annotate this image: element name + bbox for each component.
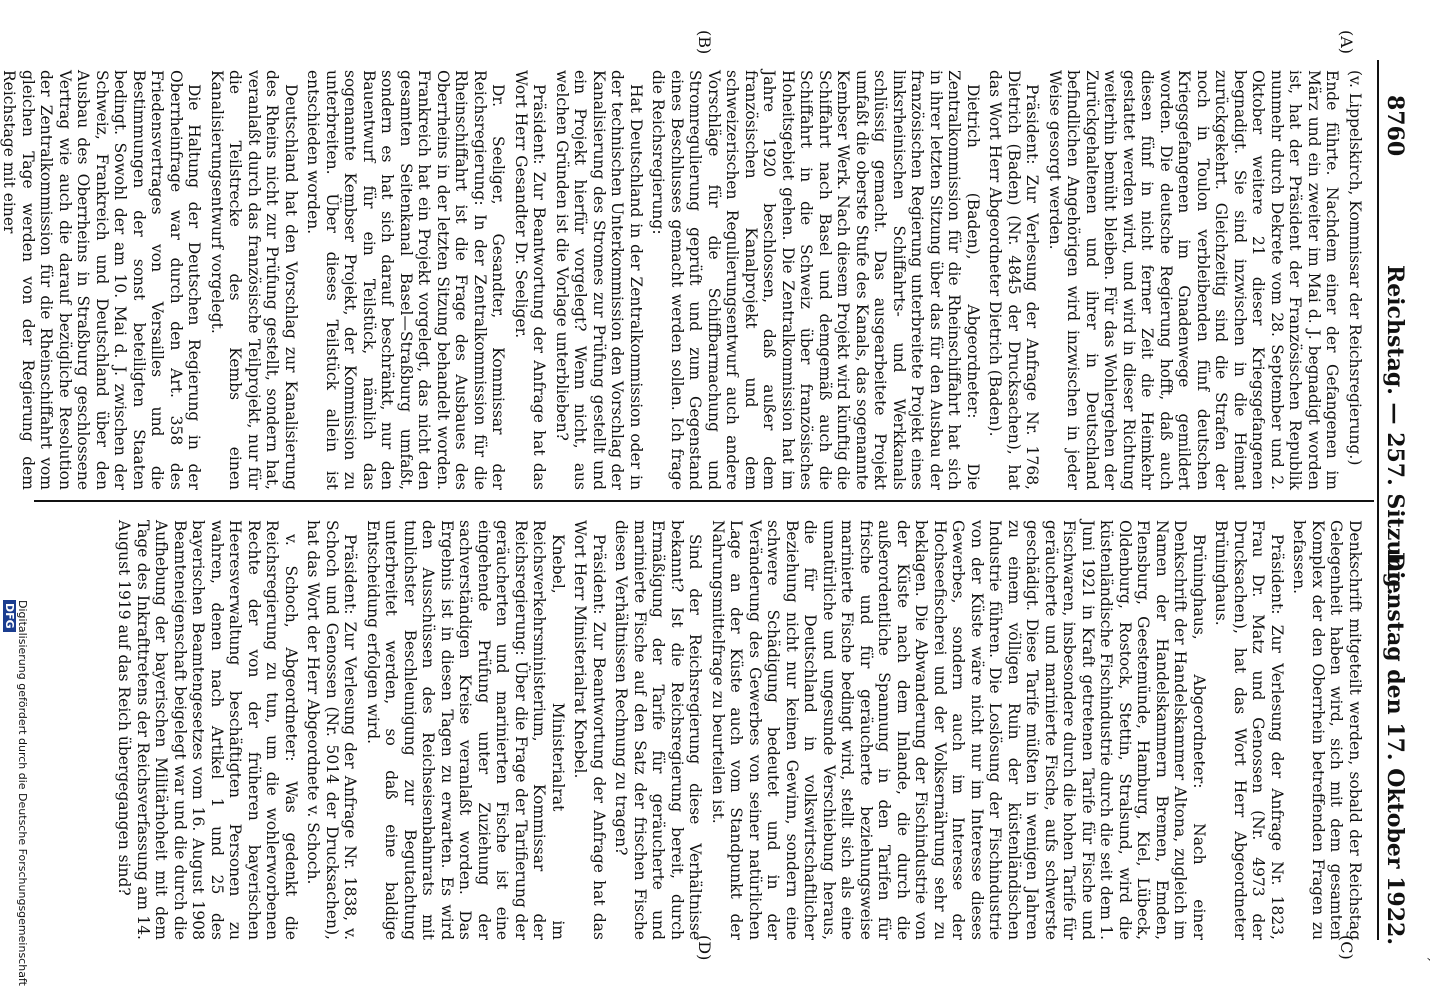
digitization-footer [3,600,29,990]
right-column [111,520,1364,940]
paragraph: Hat Deutschland in der Zentralkommission oder in der technischen Unterkommission den Vorschlag der Kanalisierung des Stromes zur Prüfung gestellt und ein Projekt hierfür vorgelegt? Wenn nicht, aus welchen Gründen ist die Vorlage unterblieben? [553,70,645,490]
margin-marker-b: (B) [695,30,714,55]
digitization-note: Digitalisierung gefördert durch die Deutsche Forschungsgemeinschaft [16,600,29,986]
paragraph: Sind der Reichsregierung diese Verhältnisse bekannt? Ist die Reichsregierung bereit, durch Ermäßigung der Tarife für geräucherte und marinierte Fische auf den Satz der frischen Fische diesen Verhältnissen Rechnung zu tragen? [612,520,705,940]
left-column [0,70,1364,490]
column-divider [34,500,1374,502]
paragraph: Deutschland hat den Vorschlag zur Kanalisierung des Rheins nicht zur Prüfung gestellt, sondern hat, veranlaßt durch das französische Teilprojekt, nur für die Teilstrecke des Kembs einen Kanalisierungsentwurf vorgelegt. [208,70,300,490]
paragraph: Präsident: Zur Beantwortung der Anfrage hat das Wort Herr Gesandter Dr. Seeliger. [512,70,549,490]
margin-marker-c: (C) [1337,935,1356,960]
paragraph: Knebel, Ministerialrat im Reichsverkehrsministerium, Kommissar der Reichsregierung: Über die Frage der Tarifierung der geräucherten und marinierten Fische ist eine eingehende Prüfung unter Zuziehung der sachverständigen Kreise veranlaßt worden. Das Ergebnis ist in diesen Tagen zu erwarten. Es wird den Ausschüssen des Reichseisenbahnrats mit tunlichster Beschleunigung zur Begutachtung unterbreitet werden, so daß eine baldige Entscheidung erfolgen wird. [364,520,567,940]
corner-mark: ´ [1415,955,1431,962]
dfg-logo: DFG [3,600,16,632]
paragraph: Ende führte. Nachdem einer der Gefangenen im März und ein zweiter im Mai d. J. begnadigt worden ist, hat der Präsident der Französischen Republik nunmehr durch Dekrete vom 28. September und 2. Oktober weitere 21 dieser Kriegsgefangenen begnadigt. Sie sind inzwischen in die Heimat zurückgekehrt. Gleichzeitig sind die Strafen der noch in Toulon verbleibenden fünf deutschen Kriegsgefangenen im Gnadenwege gemildert worden. Die deutsche Regierung hofft, daß auch diesen fünf in nicht ferner Zeit die Heimkehr gestattet werden wird, und wird in dieser Richtung weiterhin bemüht bleiben. Für das Wohlergehen der Zurückgehaltenen und ihrer in Deutschland befindlichen Angehörigen wird inzwischen in jeder Weise gesorgt werden. [1046,70,1342,490]
paragraph: Brüninghaus, Abgeordneter: Nach einer Denkschrift der Handelskammer Altona, zugleich im Namen der Handelskammern Bremen, Emden, Flensburg, Geestemünde, Hamburg, Kiel, Lübeck, Oldenburg, Rostock, Stettin, Stralsund, wird die küstenländische Fischindustrie durch die seit dem 1. Juni 1921 in Kraft getretenen Tarife für Fische und Fischwaren, insbesondere durch die hohen Tarife für geräucherte und marinierte Fische, aufs schwerste geschädigt. Diese Tarife müßten in wenigen Jahren zu einem völligen Ruin der küstenländischen Industrie führen. Die Loslösung der Fischindustrie von der Küste wäre nicht nur im Interesse dieses Gewerbes, sondern auch im Interesse der Hochseefischerei und der Volksernährung sehr zu beklagen. Die Abwanderung der Fischindustrie von der Küste nach dem Inlande, die durch die außerordentliche Spannung in den Tarifen für frische und für geräucherte beziehungsweise marinierte Fische bedingt wird, stellt sich als eine unnatürliche und ungesunde Verschiebung heraus, die für Deutschland in volkswirtschaftlicher Beziehung nicht nur keinen Gewinn, sondern eine schwere Schädigung bedeutet und in der Veränderung des Gewerbes von seiner natürlichen Lage an der Küste auch vom Standpunkt der Nahrungsmittelfrage zu beurteilen ist. [709,520,1208,940]
paragraph: Präsident: Zur Verlesung der Anfrage Nr. 1823, Frau Dr. Matz und Genossen (Nr. 4973 der Drucksachen), hat das Wort Herr Abgeordneter Brüninghaus. [1212,520,1286,940]
paragraph: Dr. Seeliger, Gesandter, Kommissar der Reichsregierung: In der Zentralkommission für die Rheinschiffahrt ist die Frage des Ausbaues des Oberrheins in der letzten Sitzung behandelt worden. Frankreich hat ein Projekt vorgelegt, das nicht den gesamten Seitenkanal Basel—Straßburg umfaßt, sondern es hat sich darauf beschränkt, nur den Bauentwurf für ein Teilstück, nämlich das sogenannte Kembser Projekt, der Kommission zu unterbreiten. Über dieses Teilstück allein ist entschieden worden. [304,70,508,490]
paragraph: Präsident: Zur Verlesung der Anfrage Nr. 1838, v. Schoch und Genossen (Nr. 5014 der Drucksachen), hat das Wort der Herr Abgeordnete v. Schoch. [304,520,360,940]
header-rule [1377,60,1379,940]
margin-marker-d: (D) [695,935,714,961]
page-header [1374,35,1414,965]
page-number: 8760 [1382,95,1408,157]
session-date: Dienstag den 17. Oktober 1922. [1382,551,1408,945]
session-title: Reichstag. — 257. Sitzung. [1382,265,1408,596]
margin-marker-a: (A) [1337,30,1356,55]
paragraph: Die Haltung der Deutschen Regierung in der Oberrheinfrage war durch den Art. 358 des Friedensvertrages von Versailles und die Bestimmungen der sonst beteiligten Staaten bedingt. Sowohl der am 10. Mai d. J. zwischen der Schweiz, Frankreich und Deutschland über den Ausbau des Oberrheins in Straßburg geschlossene Vertrag wie auch die darauf bezügliche Resolution der Zentralkommission für die Rheinschiffahrt vom gleichen Tage werden von der Regierung dem Reichstage mit einer [0,70,204,490]
paragraph: v. Schoch, Abgeordneter: Was gedenkt die Reichsregierung zu tun, um die wohlerworbenen Rechte der von der früheren bayerischen Heeresverwaltung beschäftigten Personen zu wahren, denen nach Artikel 1 und 25 des bayerischen Beamtengesetzes vom 16. August 1908 Beamteneigenschaft beigelegt war und die durch die Aufhebung der bayerischen Militärhoheit mit dem Tage des Inkrafttretens der Reichsverfassung am 14. August 1919 auf das Reich übergegangen sind? [115,520,300,940]
paragraph: Denkschrift mitgeteilt werden, sobald der Reichstag Gelegenheit haben wird, sich mit dem gesamten Komplex der den Oberrhein betreffenden Fragen zu befassen. [1290,520,1364,940]
paragraph: Dietrich (Baden), Abgeordneter: Die Zentralkommission für die Rheinschiffahrt hat sich in ihrer letzten Sitzung über das für den Ausbau der französischen Regierung unterbreitete Projekt eines linksrheinischen Schiffahrts- und Werkkanals schlüssig gemacht. Das ausgearbeitete Projekt umfaßt die oberste Stufe des Kanals, das sogenannte Kembser Werk. Nach diesem Projekt wird künftig die Schiffahrt nach Basel und demgemäß auch die Schiffahrt in die Schweiz über französisches Hoheitsgebiet gehen. Die Zentralkommission hat im Jahre 1920 beschlossen, daß außer dem französischen Kanalprojekt und dem schweizerischen Regulierungsentwurf auch andere Vorschläge für die Schiffbarmachung und Stromregulierung geprüft und zum Gegenstand eines Beschlusses gemacht werden sollen. Ich frage die Reichsregierung: [649,70,982,490]
paragraph: Präsident: Zur Verlesung der Anfrage Nr. 1768, Dietrich (Baden) (Nr. 4845 der Drucksachen), hat das Wort Herr Abgeordneter Dietrich (Baden). [986,70,1042,490]
paragraph: Präsident: Zur Beantwortung der Anfrage hat das Wort Herr Ministerialrat Knebel. [571,520,608,940]
paragraph: (v. Lippelskirch, Kommissar der Reichsregierung.) [1346,70,1364,466]
